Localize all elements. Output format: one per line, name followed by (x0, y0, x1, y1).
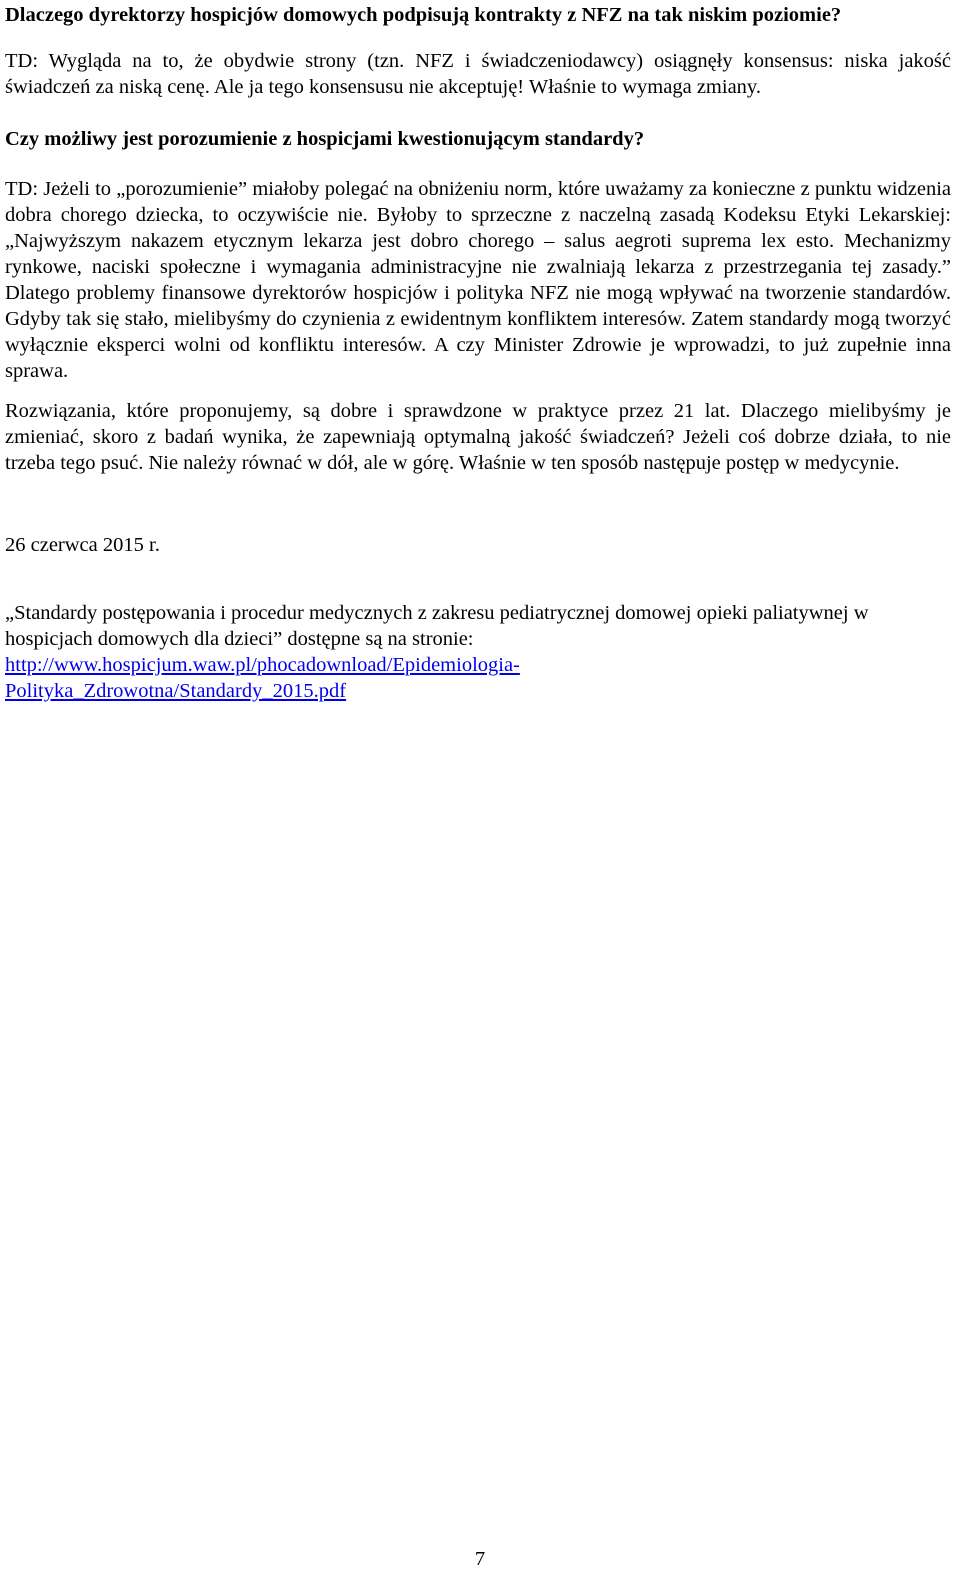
answer-paragraph: TD: Wygląda na to, że obydwie strony (tzn. NFZ i świadczeniodawcy) osiągnęły konsensus: niska jakość świadczeń za niską cenę. Ale ja tego konsensusu nie akceptuję! Właśnie to wymaga zmiany. (5, 50, 951, 98)
standards-link-part-1: http://www.hospicjum.waw.pl/phocadownload/Epidemiologia- (5, 654, 520, 676)
standards-link[interactable] (5, 654, 520, 702)
standards-link-part-2: Polityka_Zdrowotna/Standardy_2015.pdf (5, 680, 347, 702)
standards-link-block (5, 652, 951, 704)
answer-paragraph: TD: Jeżeli to „porozumienie” miałoby polegać na obniżeniu norm, które uważamy za konieczne z punktu widzenia dobra chorego dziecka, to oczywiście nie. Byłoby to sprzeczne z naczelną zasadą Kodeksu Etyki Lekarskiej: „Najwyższym nakazem etycznym lekarza jest dobro chorego – salus aegroti suprema lex esto. Mechanizmy rynkowe, naciski społeczne i wymagania administracyjne nie zwalniają lekarza z przestrzegania tej zasady.” Dlatego problemy finansowe dyrektorów hospicjów i polityka NFZ nie mogą wpływać na tworzenie standardów. Gdyby tak się stało, mielibyśmy do czynienia z ewidentnym konfliktem interesów. Zatem standardy mogą tworzyć wyłącznie eksperci wolni od konfliktu interesów. A czy Minister Zdrowie je wprowadzi, to już zupełnie inna sprawa. (5, 178, 951, 382)
page-number: 7 (474, 1548, 486, 1570)
standards-note: „Standardy postępowania i procedur medycznych z zakresu pediatrycznej domowej opieki paliatywnej w hospicjach domowych dla dzieci” dostępne są na stronie: (5, 602, 869, 650)
question-heading: Dlaczego dyrektorzy hospicjów domowych podpisują kontrakty z NFZ na tak niskim poziomie? (5, 4, 842, 26)
question-heading: Czy możliwy jest porozumienie z hospicjami kwestionującym standardy? (5, 128, 645, 150)
document-page (5, 0, 951, 704)
answer-paragraph: Rozwiązania, które proponujemy, są dobre i sprawdzone w praktyce przez 21 lat. Dlaczego mielibyśmy je zmieniać, skoro z badań wynika, że zapewniają optymalną jakość świadczeń? Jeżeli coś dobrze działa, to nie trzeba tego psuć. Nie należy równać w dół, ale w górę. Właśnie w ten sposób następuje postęp w medycynie. (5, 400, 951, 474)
publication-date: 26 czerwca 2015 r. (5, 534, 160, 556)
